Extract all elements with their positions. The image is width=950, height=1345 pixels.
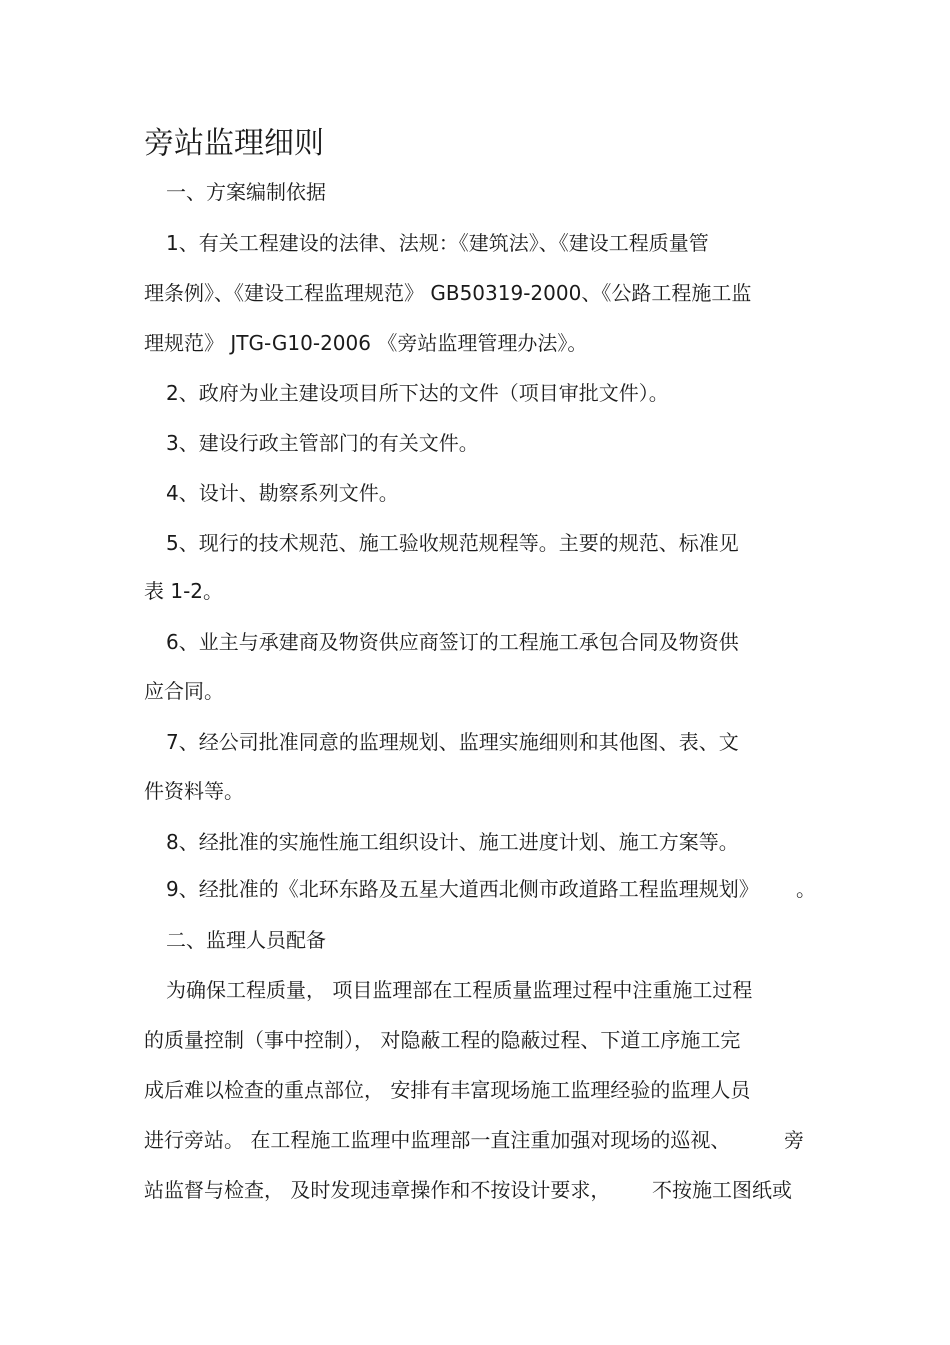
list-item-5-line-1: 5、现行的技术规范、施工验收规范规程等。主要的规范、标准见 xyxy=(166,531,739,555)
list-item-7-line-2: 件资料等。 xyxy=(144,779,244,803)
list-item-1-line-3: 理规范》 JTG-G10-2006 《旁站监理管理办法》。 xyxy=(144,331,588,355)
paragraph-line-4: 进行旁站。 在工程施工监理中监理部一直注重加强对现场的巡视、 xyxy=(144,1128,731,1152)
paragraph-line-2: 的质量控制（事中控制）， 对隐蔽工程的隐蔽过程、下道工序施工完 xyxy=(144,1028,741,1052)
list-item-1-line-2: 理条例》、《建设工程监理规范》 GB50319-2000、《公路工程施工监 xyxy=(144,281,752,305)
section-heading-staffing: 二、监理人员配备 xyxy=(166,928,326,952)
document-title: 旁站监理细则 xyxy=(144,126,324,161)
paragraph-line-3: 成后难以检查的重点部位， 安排有丰富现场施工监理经验的监理人员 xyxy=(144,1078,751,1102)
list-item-6-line-1: 6、业主与承建商及物资供应商签订的工程施工承包合同及物资供 xyxy=(166,630,739,654)
list-item-6-line-2: 应合同。 xyxy=(144,679,224,703)
paragraph-line-5: 站监督与检查， 及时发现违章操作和不按设计要求， xyxy=(144,1178,611,1202)
list-item-2: 2、政府为业主建设项目所下达的文件（项目审批文件）。 xyxy=(166,381,669,405)
paragraph-line-1: 为确保工程质量， 项目监理部在工程质量监理过程中注重施工过程 xyxy=(166,978,753,1002)
list-item-4: 4、设计、勘察系列文件。 xyxy=(166,481,399,505)
list-item-1-line-1: 1、有关工程建设的法律、法规：《建筑法》、《建设工程质量管 xyxy=(166,231,709,255)
paragraph-line-4-end: 旁 xyxy=(784,1128,804,1152)
list-item-7-line-1: 7、经公司批准同意的监理规划、监理实施细则和其他图、表、文 xyxy=(166,730,739,754)
paragraph-line-5-end: 不按施工图纸或 xyxy=(652,1178,792,1202)
list-item-9-end-mark: 。 xyxy=(796,877,816,901)
section-heading-basis: 一、方案编制依据 xyxy=(166,180,326,204)
list-item-5-line-2: 表 1-2。 xyxy=(144,579,224,603)
list-item-8: 8、经批准的实施性施工组织设计、施工进度计划、施工方案等。 xyxy=(166,830,739,854)
list-item-3: 3、建设行政主管部门的有关文件。 xyxy=(166,431,479,455)
list-item-9: 9、经批准的《北环东路及五星大道西北侧市政道路工程监理规划》 xyxy=(166,877,759,901)
